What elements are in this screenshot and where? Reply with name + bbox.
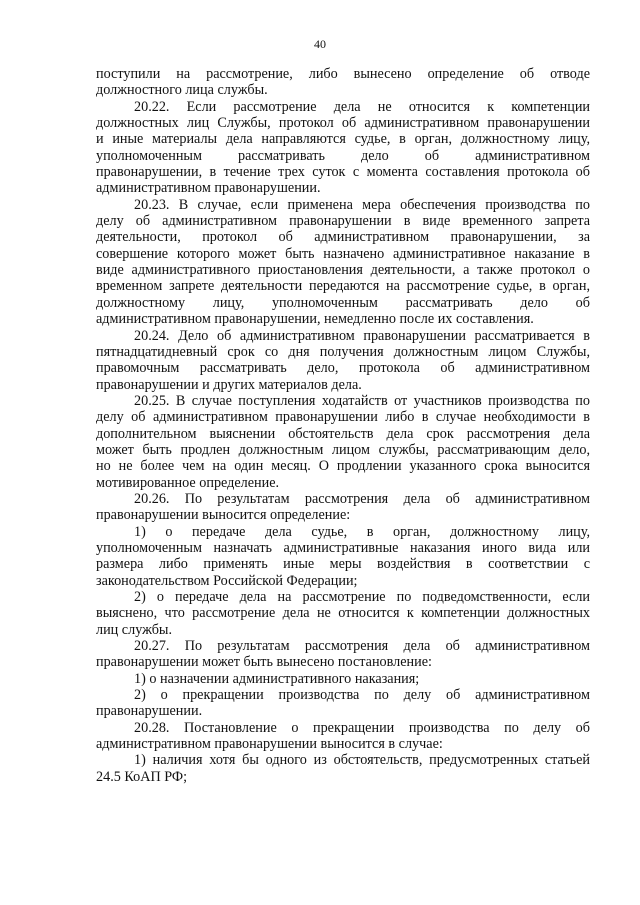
text-line: 24.5 КоАП РФ; — [96, 768, 188, 785]
text-line: законодательством Российской Федерации; — [96, 572, 358, 589]
text-line: административном правонарушении выносится в случае: — [96, 736, 443, 753]
text-line: но не более чем на один месяц. О продлении указанного срока выносится — [96, 458, 590, 475]
text-line: правонарушении может быть вынесено постановление: — [96, 654, 432, 671]
text-line: уполномоченным рассматривать дело об административном — [96, 147, 590, 164]
text-line: должностному лицу, уполномоченным рассматривать дело об — [96, 294, 590, 311]
text-line: пятнадцатидневный срок со дня получения должностным лицом Службы, — [96, 343, 590, 360]
text-line: 2) о прекращении производства по делу об административном — [134, 687, 590, 704]
text-line: 20.26. По результатам рассмотрения дела об административном — [134, 490, 590, 507]
text-line: делу об административном правонарушении либо в случае необходимости в — [96, 409, 590, 426]
text-line: 20.28. Постановление о прекращении производства по делу об — [134, 719, 590, 736]
text-line: мотивированное определение. — [96, 474, 280, 491]
text-line: должностных лиц Службы, протокол об административном правонарушении — [96, 115, 590, 132]
text-line: лиц службы. — [96, 621, 173, 638]
text-line: 20.23. В случае, если применена мера обеспечения производства по — [134, 196, 590, 213]
text-line: 1) наличия хотя бы одного из обстоятельств, предусмотренных статьей — [134, 752, 590, 769]
text-line: делу об административном правонарушении в виде временного запрета — [96, 213, 590, 230]
text-line: правонарушении и других материалов дела. — [96, 376, 362, 393]
text-line: правомочным рассматривать дело, протокола об административном — [96, 360, 590, 377]
text-line: 20.24. Дело об административном правонарушении рассматривается в — [134, 327, 590, 344]
text-line: размера либо применять иные меры воздействия в соответствии с — [96, 556, 590, 573]
text-line: 1) о назначении административного наказания; — [134, 670, 420, 687]
text-line: дополнительном выяснении обстоятельств дела срок рассмотрения дела — [96, 425, 590, 442]
text-line: и иные материалы дела направляются судье, в орган, должностному лицу, — [96, 131, 590, 148]
text-line: правонарушении выносится определение: — [96, 507, 351, 524]
text-line: административном правонарушении, немедленно после их составления. — [96, 311, 534, 328]
text-line: административном правонарушении. — [96, 180, 321, 197]
text-line: 20.27. По результатам рассмотрения дела об административном — [134, 638, 590, 655]
text-line: деятельности, протокол об административном правонарушении, за — [96, 229, 590, 246]
page-number: 40 — [314, 37, 326, 51]
text-line: выяснено, что рассмотрение дела не относится к компетенции должностных — [96, 605, 590, 622]
text-line: уполномоченным назначать административные наказания иного вида или — [96, 539, 590, 556]
text-line: 20.22. Если рассмотрение дела не относится к компетенции — [134, 98, 590, 115]
text-line: 20.25. В случае поступления ходатайств от участников производства по — [134, 392, 590, 409]
body-text — [96, 66, 590, 785]
text-line: совершение которого может быть назначено административное наказание в — [96, 245, 590, 262]
text-line: должностного лица службы. — [96, 82, 268, 99]
text-line: временном запрете деятельности передаются на рассмотрение судье, в орган, — [96, 278, 590, 295]
text-line: правонарушении. — [96, 703, 203, 720]
text-line: 2) о передаче дела на рассмотрение по подведомственности, если — [134, 589, 590, 605]
text-line: может быть продлен должностным лицом службы, рассматривающим дело, — [96, 441, 590, 458]
text-line: правонарушении, в течение трех суток с момента составления протокола об — [96, 164, 590, 181]
text-line: 1) о передаче дела судье, в орган, должностному лицу, — [134, 523, 590, 540]
text-line: поступили на рассмотрение, либо вынесено определение об отводе — [96, 66, 590, 82]
text-line: виде административного приостановления деятельности, а также протокол о — [96, 262, 590, 279]
